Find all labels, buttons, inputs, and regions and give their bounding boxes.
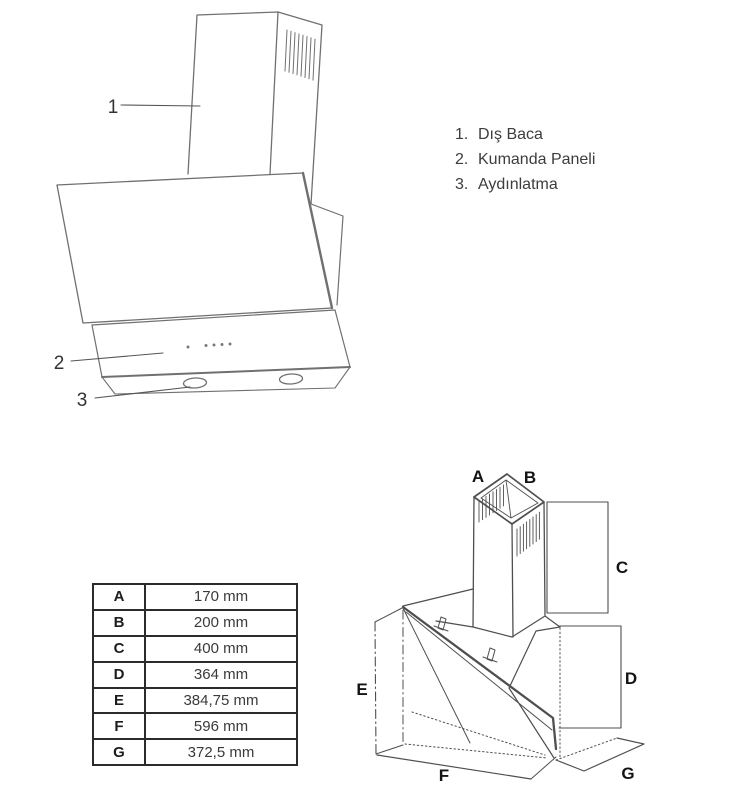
legend-label: Dış Baca: [478, 126, 543, 143]
dim-value: 384,75 mm: [145, 688, 297, 714]
dim-value: 400 mm: [145, 636, 297, 662]
mounting-bracket-1: [434, 617, 448, 631]
parts-legend: [455, 122, 595, 197]
dim-key: G: [93, 739, 145, 765]
dim-line-f-tick: [531, 757, 556, 779]
lamp-right: [279, 373, 302, 384]
dim-line-f: [377, 755, 531, 779]
dimensions-table: [92, 583, 298, 766]
dim-value: 200 mm: [145, 610, 297, 636]
dim-label-e: E: [356, 680, 368, 699]
legend-label: Kumanda Paneli: [478, 151, 596, 168]
control-dot: [229, 343, 232, 346]
legend-number: 1.: [455, 126, 469, 143]
glass-panel-right-edge: [303, 173, 332, 308]
dim-line-e: [375, 622, 376, 754]
part-number-1: 1: [107, 97, 119, 118]
legend-number: 2.: [455, 151, 469, 168]
legend-item-1: [455, 122, 595, 147]
dim-label-a: A: [471, 467, 485, 486]
dim-box-c: [547, 502, 608, 613]
part-number-3: 3: [76, 390, 88, 411]
dim-label-d: D: [624, 669, 638, 688]
dim-label-f: F: [438, 766, 450, 785]
control-dots: [187, 343, 232, 349]
table-row: [93, 610, 297, 636]
dim-label-g: G: [621, 764, 635, 783]
table-row: [93, 688, 297, 714]
legend-number: 3.: [455, 176, 469, 193]
table-row: [93, 636, 297, 662]
glass-panel: [57, 173, 332, 323]
control-dot: [187, 346, 190, 349]
dim-value: 372,5 mm: [145, 739, 297, 765]
dim-value: 170 mm: [145, 584, 297, 610]
dimension-diagram: [356, 467, 644, 785]
dim-line-e-ticks: [375, 608, 403, 754]
legend-item-2: [455, 147, 595, 172]
dim-label-c: C: [615, 558, 629, 577]
legend-label: Aydınlatma: [478, 176, 558, 193]
table-row: [93, 584, 297, 610]
dim-key: A: [93, 584, 145, 610]
dim-value: 364 mm: [145, 662, 297, 688]
control-dot: [205, 344, 208, 347]
dim-key: B: [93, 610, 145, 636]
hidden-floor-lines: [405, 712, 547, 758]
dim-key: C: [93, 636, 145, 662]
dim-line-g-dotted: [556, 738, 617, 760]
legend-item-3: [455, 172, 595, 197]
chimney-vent-slats: [285, 30, 315, 80]
chimney-front-face: [188, 12, 278, 174]
table-row: [93, 662, 297, 688]
hood-illustration: [54, 12, 350, 411]
leader-line-1: [121, 105, 200, 106]
control-strip-bottom-edge: [102, 367, 350, 377]
dim-box-d: [559, 626, 621, 728]
dim-key: D: [93, 662, 145, 688]
dim-value: 596 mm: [145, 713, 297, 739]
table-row: [93, 739, 297, 765]
chimney-edges: [473, 497, 545, 637]
dim-key: F: [93, 713, 145, 739]
leader-line-2: [71, 353, 163, 361]
dim-key: E: [93, 688, 145, 714]
control-dot: [221, 343, 224, 346]
table-row: [93, 713, 297, 739]
dim-label-b: B: [523, 468, 537, 487]
part-number-2: 2: [53, 353, 65, 374]
mounting-bracket-2: [483, 648, 497, 662]
control-dot: [213, 344, 216, 347]
